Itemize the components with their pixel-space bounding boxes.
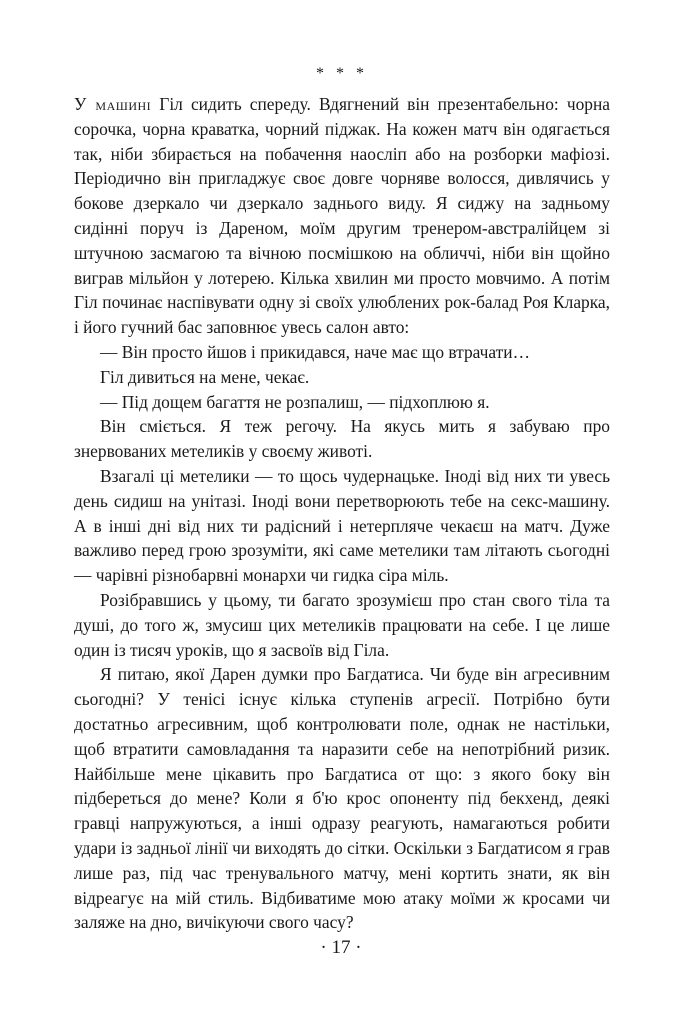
paragraph-8: Я питаю, якої Дарен думки про Багдатиса. Чи буде він агресивним сьогодні? У тенісі існує кілька ступенів агресії. Потрібно бути достатньо агресивним, щоб контролювати поле, однак не настільки, щоб втратити самовладання та наразити себе на непотрібний ризик. Найбільше мене цікавить про Багдатиса от що: з якого боку він підбереться до мене? Коли я б'ю крос опоненту під бекхенд, деякі гравці напружуються, а інші одразу реагують, намагаються робити удари із задньої лінії чи виходять до сітки. Оскільки з Багдатисом я грав лише раз, під час тренувального матчу, мені кортить знати, як він відреагує на мій стиль. Відбиватиме мою атаку моїми ж кросами чи заляже на дно, вичікуючи свого часу? bbox=[74, 664, 610, 933]
paragraph-1 bbox=[74, 92, 610, 340]
book-page bbox=[74, 64, 610, 935]
paragraph-4: — Під дощем багаття не розпалиш, — підхоплюю я. bbox=[100, 391, 490, 412]
paragraph-2: — Він просто йшов і прикидався, наче має що втрачати… bbox=[100, 341, 530, 362]
paragraph-7: Розібравшись у цьому, ти багато зрозумієш про стан свого тіла та душі, до того ж, змусиш цих метеликів працювати на себе. І це лише один із тисяч уроків, що я засвоїв від Гіла. bbox=[74, 589, 610, 660]
paragraph-6: Взагалі ці метелики — то щось чудернацьке. Іноді від них ти увесь день сидиш на унітазі. Іноді вони перетворюють тебе на секс-машину. А в інші дні від них ти радісний і нетерпляче чекаєш на матч. Дуже важливо перед грою зрозуміти, які саме метелики там літають сьогодні — чарівні різнобарвні монархи чи гидка сіра міль. bbox=[74, 465, 610, 586]
section-separator: * * * bbox=[316, 65, 368, 82]
page-number: · 17 · bbox=[320, 937, 362, 958]
lead-in-smallcaps: У машині bbox=[74, 94, 152, 114]
paragraph-5: Він сміється. Я теж регочу. На якусь мить я забуваю про знервованих метеликів у своєму животі. bbox=[74, 416, 610, 462]
paragraph-3: Гіл дивиться на мене, чекає. bbox=[100, 366, 310, 387]
paragraph-1-text: Гіл сидить спереду. Вдягнений він презентабельно: чорна сорочка, чорна краватка, чорний піджак. На кожен матч він одягається так, ніби збирається на побачення наосліп або на розборки мафіозі. Періодично він пригладжує своє довге чорняве волосся, дивлячись у бокове дзеркало чи дзеркало заднього виду. Я сиджу на задньому сидінні поруч із Дареном, моїм другим тренером-австралійцем зі штучною засмагою та вічною посмішкою на обличчі, ніби він щойно виграв мільйон у лотерею. Кілька хвилин ми просто мовчимо. А потім Гіл починає наспівувати одну зі своїх улюблених рок-балад Роя Кларка, і його гучний бас заповнює увесь салон авто: bbox=[74, 94, 610, 338]
